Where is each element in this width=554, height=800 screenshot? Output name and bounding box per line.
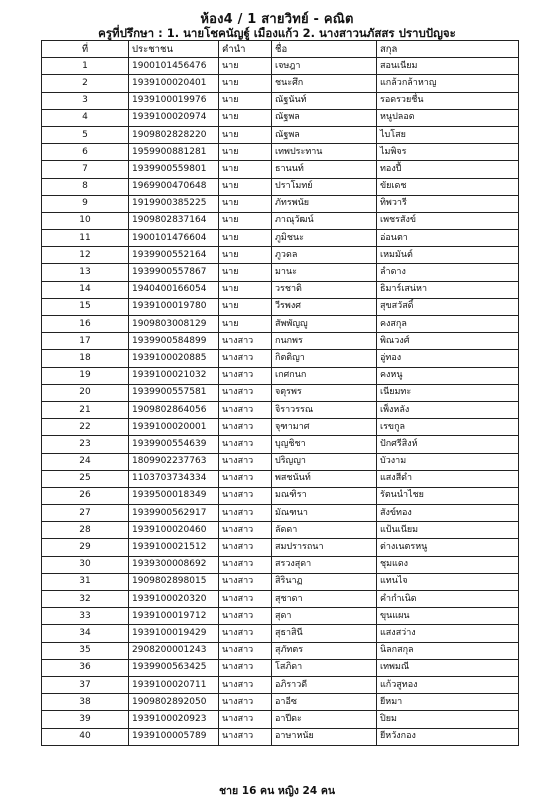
student-id: 1939100020974 xyxy=(129,109,219,126)
student-id: 1939100020320 xyxy=(129,591,219,608)
student-first-name: ปราโมทย์ xyxy=(272,178,377,195)
table-row xyxy=(42,316,519,333)
student-last-name: แสงสีดำ xyxy=(377,470,519,487)
student-first-name: โสภิดา xyxy=(272,659,377,676)
table-row xyxy=(42,212,519,229)
student-id: 1939900552164 xyxy=(129,247,219,264)
student-prefix: นาย xyxy=(219,75,272,92)
student-number: 37 xyxy=(42,676,129,693)
student-first-name: จุฑามาศ xyxy=(272,419,377,436)
student-id: 1909802828220 xyxy=(129,126,219,143)
table-body xyxy=(42,58,519,746)
table-header-row xyxy=(42,41,519,58)
student-last-name: ปักศรีสิงห์ xyxy=(377,436,519,453)
student-number: 35 xyxy=(42,642,129,659)
student-first-name: อาปีดะ xyxy=(272,711,377,728)
student-prefix: นาย xyxy=(219,109,272,126)
student-prefix: นาย xyxy=(219,316,272,333)
student-number: 24 xyxy=(42,453,129,470)
student-id: 1939300008692 xyxy=(129,556,219,573)
student-first-name: สรวงสุดา xyxy=(272,556,377,573)
student-number: 16 xyxy=(42,316,129,333)
student-id: 1959900881281 xyxy=(129,144,219,161)
student-number: 29 xyxy=(42,539,129,556)
table-row xyxy=(42,711,519,728)
student-last-name: ยีหมา xyxy=(377,694,519,711)
table-row xyxy=(42,505,519,522)
student-prefix: นางสาว xyxy=(219,522,272,539)
student-id: 1939100020001 xyxy=(129,419,219,436)
table-row xyxy=(42,126,519,143)
student-last-name: ทิพวารี xyxy=(377,195,519,212)
student-id: 1940400166054 xyxy=(129,281,219,298)
student-number: 5 xyxy=(42,126,129,143)
table-row xyxy=(42,573,519,590)
table-row xyxy=(42,230,519,247)
student-first-name: เกศกนก xyxy=(272,367,377,384)
student-number: 4 xyxy=(42,109,129,126)
student-prefix: นางสาว xyxy=(219,642,272,659)
student-prefix: นางสาว xyxy=(219,505,272,522)
student-prefix: นาย xyxy=(219,178,272,195)
student-first-name: สุดา xyxy=(272,608,377,625)
student-last-name: แก้วสูทอง xyxy=(377,676,519,693)
table-row xyxy=(42,642,519,659)
student-number: 28 xyxy=(42,522,129,539)
table-row xyxy=(42,384,519,401)
student-prefix: นางสาว xyxy=(219,711,272,728)
student-first-name: กิตติญา xyxy=(272,350,377,367)
student-id: 1900101456476 xyxy=(129,58,219,75)
student-last-name: คงหนู xyxy=(377,367,519,384)
student-number: 8 xyxy=(42,178,129,195)
student-first-name: อภิราวดี xyxy=(272,676,377,693)
student-first-name: สัพพัญญู xyxy=(272,316,377,333)
student-number: 17 xyxy=(42,333,129,350)
student-first-name: ภูมิชนะ xyxy=(272,230,377,247)
column-header-prefix: คำนำ xyxy=(219,41,272,58)
student-number: 39 xyxy=(42,711,129,728)
student-prefix: นางสาว xyxy=(219,728,272,745)
student-first-name: มัณฑนา xyxy=(272,505,377,522)
student-first-name: พสชนันท์ xyxy=(272,470,377,487)
student-last-name: แสงสว่าง xyxy=(377,625,519,642)
student-prefix: นาย xyxy=(219,281,272,298)
student-id: 1939900563425 xyxy=(129,659,219,676)
student-prefix: นางสาว xyxy=(219,470,272,487)
table-row xyxy=(42,367,519,384)
student-first-name: บุญชิชา xyxy=(272,436,377,453)
student-id: 1939100019712 xyxy=(129,608,219,625)
student-last-name: บัวงาม xyxy=(377,453,519,470)
advisors-line: ครูที่ปรึกษา : 1. นายโชคนัญฐู์ เมืองแก้ว 2. นางสาวนภัสสร ปราบปัญจะ xyxy=(98,26,456,40)
student-last-name: ขุนแผน xyxy=(377,608,519,625)
student-number: 31 xyxy=(42,573,129,590)
student-first-name: สุชาดา xyxy=(272,591,377,608)
student-last-name: เหมมันต์ xyxy=(377,247,519,264)
student-prefix: นาย xyxy=(219,212,272,229)
student-first-name: ชนะศึก xyxy=(272,75,377,92)
student-first-name: ณัฐพล xyxy=(272,126,377,143)
student-number: 6 xyxy=(42,144,129,161)
student-number: 15 xyxy=(42,298,129,315)
student-first-name: ลัดดา xyxy=(272,522,377,539)
student-number: 11 xyxy=(42,230,129,247)
student-first-name: ภัทรพนัย xyxy=(272,195,377,212)
student-first-name: เทพประทาน xyxy=(272,144,377,161)
student-prefix: นาย xyxy=(219,264,272,281)
student-first-name: สิรินาฏ xyxy=(272,573,377,590)
table-row xyxy=(42,539,519,556)
student-number: 10 xyxy=(42,212,129,229)
table-row xyxy=(42,436,519,453)
student-last-name: เทพมณี xyxy=(377,659,519,676)
student-id: 1939900584899 xyxy=(129,333,219,350)
student-id: 1939900557581 xyxy=(129,384,219,401)
student-number: 18 xyxy=(42,350,129,367)
student-number: 27 xyxy=(42,505,129,522)
student-first-name: จิราวรรณ xyxy=(272,401,377,418)
student-last-name: เพ็งหลัง xyxy=(377,401,519,418)
student-prefix: นาย xyxy=(219,161,272,178)
student-first-name: วรชาติ xyxy=(272,281,377,298)
table-row xyxy=(42,333,519,350)
student-last-name: ขัยเดช xyxy=(377,178,519,195)
table-row xyxy=(42,75,519,92)
student-id: 1939900559801 xyxy=(129,161,219,178)
student-last-name: ไบโสย xyxy=(377,126,519,143)
table-row xyxy=(42,625,519,642)
student-id: 1939100019976 xyxy=(129,92,219,109)
student-prefix: นาย xyxy=(219,298,272,315)
student-id: 1900101476604 xyxy=(129,230,219,247)
student-first-name: สุภัทตร xyxy=(272,642,377,659)
student-first-name: มานะ xyxy=(272,264,377,281)
student-id: 1809902237763 xyxy=(129,453,219,470)
student-number: 20 xyxy=(42,384,129,401)
student-id: 1103703734334 xyxy=(129,470,219,487)
student-id: 1909803008129 xyxy=(129,316,219,333)
table-row xyxy=(42,58,519,75)
student-prefix: นาย xyxy=(219,126,272,143)
table-row xyxy=(42,608,519,625)
student-last-name: อู่ทอง xyxy=(377,350,519,367)
column-header-last-name: สกุล xyxy=(377,41,519,58)
student-prefix: นาย xyxy=(219,195,272,212)
student-last-name: แป้นเนียม xyxy=(377,522,519,539)
student-first-name: อาษาหนัย xyxy=(272,728,377,745)
student-id: 1939100019429 xyxy=(129,625,219,642)
student-number: 14 xyxy=(42,281,129,298)
column-header-id: ประชาชน xyxy=(129,41,219,58)
student-number: 13 xyxy=(42,264,129,281)
student-last-name: สอนเนียม xyxy=(377,58,519,75)
student-id: 1939900557867 xyxy=(129,264,219,281)
student-number: 25 xyxy=(42,470,129,487)
table-row xyxy=(42,728,519,745)
student-last-name: เนียมทะ xyxy=(377,384,519,401)
student-number: 36 xyxy=(42,659,129,676)
student-number: 32 xyxy=(42,591,129,608)
student-id: 1969900470648 xyxy=(129,178,219,195)
student-first-name: วีรพงศ xyxy=(272,298,377,315)
student-number: 33 xyxy=(42,608,129,625)
student-prefix: นางสาว xyxy=(219,556,272,573)
student-first-name: เจษฎา xyxy=(272,58,377,75)
student-prefix: นาย xyxy=(219,247,272,264)
student-id: 1909802892050 xyxy=(129,694,219,711)
student-prefix: นางสาว xyxy=(219,591,272,608)
student-prefix: นางสาว xyxy=(219,401,272,418)
table-row xyxy=(42,144,519,161)
student-last-name: ทองปี้ xyxy=(377,161,519,178)
student-number: 21 xyxy=(42,401,129,418)
student-prefix: นางสาว xyxy=(219,539,272,556)
student-last-name: ยีหวังกอง xyxy=(377,728,519,745)
student-last-name: แทนไจ xyxy=(377,573,519,590)
student-last-name: รัตนนำไชย xyxy=(377,487,519,504)
table-row xyxy=(42,470,519,487)
student-prefix: นางสาว xyxy=(219,419,272,436)
student-first-name: มณฑิรา xyxy=(272,487,377,504)
student-number: 40 xyxy=(42,728,129,745)
student-first-name: ภูวดล xyxy=(272,247,377,264)
table-row xyxy=(42,264,519,281)
student-first-name: ณัฐนันท์ xyxy=(272,92,377,109)
student-prefix: นางสาว xyxy=(219,333,272,350)
student-number: 22 xyxy=(42,419,129,436)
student-number: 1 xyxy=(42,58,129,75)
student-id: 2908200001243 xyxy=(129,642,219,659)
student-last-name: แกล้วกล้าหาญ xyxy=(377,75,519,92)
table-row xyxy=(42,676,519,693)
table-row xyxy=(42,591,519,608)
student-prefix: นางสาว xyxy=(219,384,272,401)
student-first-name: สุธาสินี xyxy=(272,625,377,642)
student-first-name: ธานนท์ xyxy=(272,161,377,178)
table-row xyxy=(42,659,519,676)
student-first-name: ณัฐพล xyxy=(272,109,377,126)
student-number: 30 xyxy=(42,556,129,573)
table-row xyxy=(42,401,519,418)
student-id: 1939100020711 xyxy=(129,676,219,693)
student-first-name: ปริญญา xyxy=(272,453,377,470)
student-prefix: นางสาว xyxy=(219,694,272,711)
student-number: 19 xyxy=(42,367,129,384)
student-prefix: นางสาว xyxy=(219,625,272,642)
student-prefix: นาย xyxy=(219,230,272,247)
student-prefix: นางสาว xyxy=(219,453,272,470)
student-id: 1939900554639 xyxy=(129,436,219,453)
student-id: 1939100020460 xyxy=(129,522,219,539)
student-id: 1939100019780 xyxy=(129,298,219,315)
student-first-name: อาอีซ xyxy=(272,694,377,711)
student-last-name: สุขสวัสดิ์ xyxy=(377,298,519,315)
student-id: 1909802864056 xyxy=(129,401,219,418)
student-first-name: สมปรารถนา xyxy=(272,539,377,556)
student-number: 12 xyxy=(42,247,129,264)
student-id: 1939100020401 xyxy=(129,75,219,92)
student-last-name: เพชรสังข์ xyxy=(377,212,519,229)
student-last-name: ลำดาง xyxy=(377,264,519,281)
student-prefix: นางสาว xyxy=(219,573,272,590)
student-id: 1939900562917 xyxy=(129,505,219,522)
column-header-number: ที่ xyxy=(42,41,129,58)
page-title: ห้อง4 / 1 สายวิทย์ - คณิต xyxy=(200,12,354,27)
student-last-name: ต่างเนตรหนู xyxy=(377,539,519,556)
table-row xyxy=(42,109,519,126)
student-prefix: นาย xyxy=(219,144,272,161)
table-row xyxy=(42,161,519,178)
student-last-name: สังข์ทอง xyxy=(377,505,519,522)
table-row xyxy=(42,281,519,298)
student-prefix: นาย xyxy=(219,58,272,75)
table-row xyxy=(42,556,519,573)
table-row xyxy=(42,350,519,367)
student-last-name: ไมพิจร xyxy=(377,144,519,161)
student-first-name: กนกพร xyxy=(272,333,377,350)
student-number: 34 xyxy=(42,625,129,642)
student-number: 38 xyxy=(42,694,129,711)
student-first-name: ภาณุวัฒน์ xyxy=(272,212,377,229)
student-last-name: หนูปลอด xyxy=(377,109,519,126)
student-table xyxy=(41,40,519,746)
student-last-name: เรขกูล xyxy=(377,419,519,436)
gender-summary: ชาย 16 คน หญิง 24 คน xyxy=(218,785,336,797)
table-row xyxy=(42,298,519,315)
student-last-name: คำกำเนิด xyxy=(377,591,519,608)
student-prefix: นางสาว xyxy=(219,487,272,504)
student-number: 2 xyxy=(42,75,129,92)
student-last-name: ธิมาร์เสน่หา xyxy=(377,281,519,298)
student-id: 1909802898015 xyxy=(129,573,219,590)
student-prefix: นางสาว xyxy=(219,659,272,676)
student-last-name: คงสกุล xyxy=(377,316,519,333)
student-id: 1939100020885 xyxy=(129,350,219,367)
student-number: 3 xyxy=(42,92,129,109)
student-last-name: รอดรวยชื่น xyxy=(377,92,519,109)
student-id: 1939500018349 xyxy=(129,487,219,504)
table-row xyxy=(42,419,519,436)
student-prefix: นางสาว xyxy=(219,350,272,367)
student-number: 23 xyxy=(42,436,129,453)
table-row xyxy=(42,694,519,711)
student-first-name: จตุรพร xyxy=(272,384,377,401)
student-number: 9 xyxy=(42,195,129,212)
student-last-name: อ่อนตา xyxy=(377,230,519,247)
student-id: 1909802837164 xyxy=(129,212,219,229)
student-prefix: นางสาว xyxy=(219,436,272,453)
student-last-name: พิณวงศ์ xyxy=(377,333,519,350)
column-header-first-name: ชื่อ xyxy=(272,41,377,58)
student-id: 1939100021032 xyxy=(129,367,219,384)
student-prefix: นางสาว xyxy=(219,608,272,625)
table-row xyxy=(42,195,519,212)
student-id: 1939100021512 xyxy=(129,539,219,556)
student-prefix: นางสาว xyxy=(219,367,272,384)
table-row xyxy=(42,247,519,264)
table-row xyxy=(42,453,519,470)
student-number: 26 xyxy=(42,487,129,504)
student-number: 7 xyxy=(42,161,129,178)
table-row xyxy=(42,92,519,109)
student-last-name: ปิยม xyxy=(377,711,519,728)
table-row xyxy=(42,487,519,504)
table-row xyxy=(42,178,519,195)
student-last-name: นิลกสกุล xyxy=(377,642,519,659)
student-prefix: นางสาว xyxy=(219,676,272,693)
student-id: 1939100020923 xyxy=(129,711,219,728)
student-prefix: นาย xyxy=(219,92,272,109)
table-row xyxy=(42,522,519,539)
student-id: 1939100005789 xyxy=(129,728,219,745)
student-last-name: ชุมแดง xyxy=(377,556,519,573)
student-id: 1919900385225 xyxy=(129,195,219,212)
